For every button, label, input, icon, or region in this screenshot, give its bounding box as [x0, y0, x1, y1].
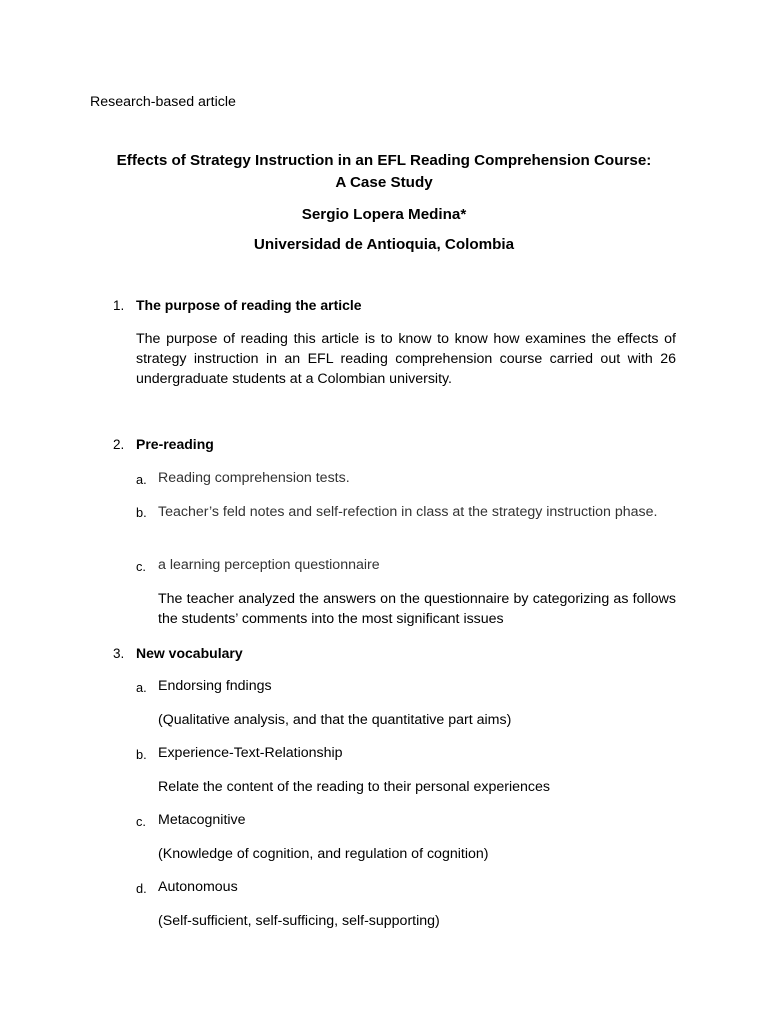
list-item-letter: a. — [136, 472, 147, 487]
vocabulary-definition: (Self-sufficient, self-sufficing, self-supporting) — [158, 913, 440, 929]
purpose-paragraph: The purpose of reading this article is to know to know how examines the effects of strategy instruction in an EFL reading comprehension course carried out with 26 undergraduate students at a Colombian university. — [136, 331, 676, 387]
vocabulary-term: Experience-Text-Relationship — [158, 745, 343, 761]
vocabulary-term: Autonomous — [158, 879, 238, 895]
vocabulary-term: Endorsing fndings — [158, 678, 272, 694]
list-item-letter: b. — [136, 747, 147, 762]
section-heading-pre-reading: Pre-reading — [136, 436, 214, 452]
pre-reading-item: Teacher’s feld notes and self-refection in class at the strategy instruction phase. — [158, 504, 658, 520]
pre-reading-item: a learning perception questionnaire — [158, 557, 380, 573]
document-type-label: Research-based article — [90, 94, 236, 110]
list-item-letter: a. — [136, 680, 147, 695]
pre-reading-note: The teacher analyzed the answers on the questionnaire by categorizing as follows the students’ comments into the most significant issues — [158, 591, 676, 627]
article-title-line-2: A Case Study — [335, 174, 433, 191]
vocabulary-definition: (Knowledge of cognition, and regulation of cognition) — [158, 846, 489, 862]
article-title-line-1: Effects of Strategy Instruction in an EFL Reading Comprehension Course: — [116, 152, 652, 169]
list-item-letter: c. — [136, 814, 146, 829]
vocabulary-definition: Relate the content of the reading to their personal experiences — [158, 779, 550, 795]
list-item-letter: c. — [136, 559, 146, 574]
section-number: 2. — [113, 437, 125, 452]
list-item-letter: d. — [136, 881, 147, 896]
list-item-letter: b. — [136, 505, 147, 520]
section-number: 1. — [113, 298, 125, 313]
author-name: Sergio Lopera Medina* — [301, 206, 467, 223]
section-heading-new-vocabulary: New vocabulary — [136, 645, 243, 661]
vocabulary-term: Metacognitive — [158, 812, 246, 828]
section-number: 3. — [113, 646, 125, 661]
author-affiliation: Universidad de Antioquia, Colombia — [253, 236, 515, 253]
section-heading-purpose: The purpose of reading the article — [136, 297, 362, 313]
vocabulary-definition: (Qualitative analysis, and that the quantitative part aims) — [158, 712, 512, 728]
pre-reading-item: Reading comprehension tests. — [158, 470, 350, 486]
